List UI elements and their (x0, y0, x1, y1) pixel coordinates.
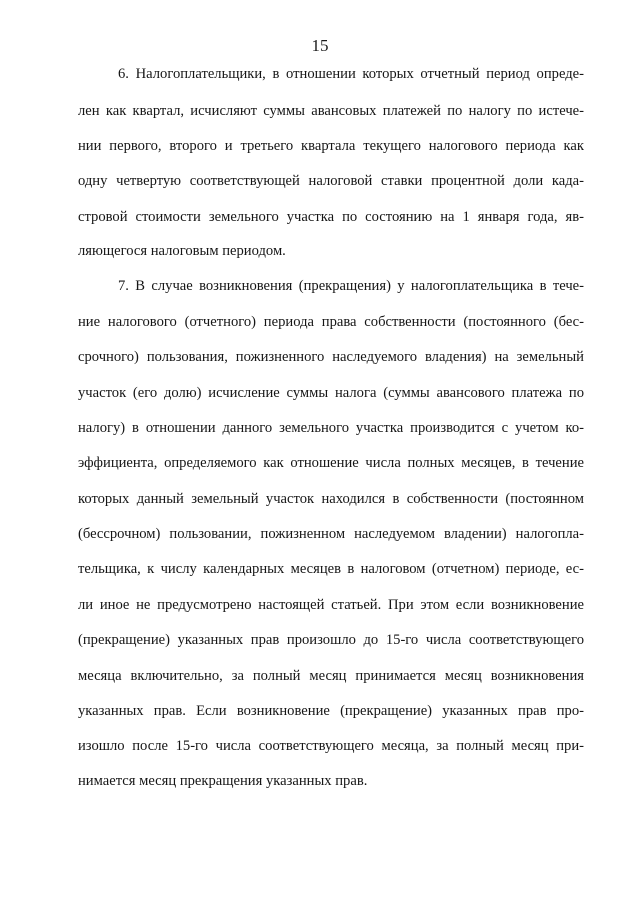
paragraph-6-line-1: 6. Налогоплательщики, в отношении которых отчетный период опреде- (118, 66, 584, 82)
paragraph-6-line-4: одну четвертую соответствующей налоговой ставки процентной доли када- (78, 173, 584, 189)
paragraph-7-line-13: указанных прав. Если возникновение (прекращение) указанных прав про- (78, 703, 584, 719)
paragraph-7-line-14: изошло после 15-го числа соответствующего месяца, за полный месяц при- (78, 738, 584, 754)
paragraph-7-line-2: ние налогового (отчетного) периода права собственности (постоянного (бес- (78, 314, 584, 330)
paragraph-7-line-6: эффициента, определяемого как отношение числа полных месяцев, в течение (78, 455, 584, 471)
paragraph-7-line-12: месяца включительно, за полный месяц принимается месяц возникновения (78, 668, 584, 684)
paragraph-7-line-7: которых данный земельный участок находился в собственности (постоянном (78, 491, 584, 507)
paragraph-7-line-9: тельщика, к числу календарных месяцев в налоговом (отчетном) периоде, ес- (78, 561, 584, 577)
paragraph-6-line-5: стровой стоимости земельного участка по состоянию на 1 января года, яв- (78, 209, 584, 225)
paragraph-7-line-4: участок (его долю) исчисление суммы налога (суммы авансового платежа по (78, 385, 584, 401)
paragraph-7-line-8: (бессрочном) пользовании, пожизненном наследуемом владении) налогопла- (78, 526, 584, 542)
paragraph-7-line-15: нимается месяц прекращения указанных прав. (78, 773, 368, 789)
paragraph-7-line-11: (прекращение) указанных прав произошло до 15-го числа соответствующего (78, 632, 584, 648)
paragraph-6-line-6: ляющегося налоговым периодом. (78, 243, 286, 259)
page-number: 15 (311, 36, 329, 55)
paragraph-7-line-10: ли иное не предусмотрено настоящей статьей. При этом если возникновение (78, 597, 584, 613)
paragraph-6-line-2: лен как квартал, исчисляют суммы авансовых платежей по налогу по истече- (78, 103, 584, 119)
paragraph-6-line-3: нии первого, второго и третьего квартала текущего налогового периода как (78, 138, 584, 154)
paragraph-7-line-1: 7. В случае возникновения (прекращения) у налогоплательщика в тече- (118, 278, 584, 294)
paragraph-7-line-3: срочного) пользования, пожизненного наследуемого владения) на земельный (78, 349, 584, 365)
paragraph-7-line-5: налогу) в отношении данного земельного участка производится с учетом ко- (78, 420, 584, 436)
